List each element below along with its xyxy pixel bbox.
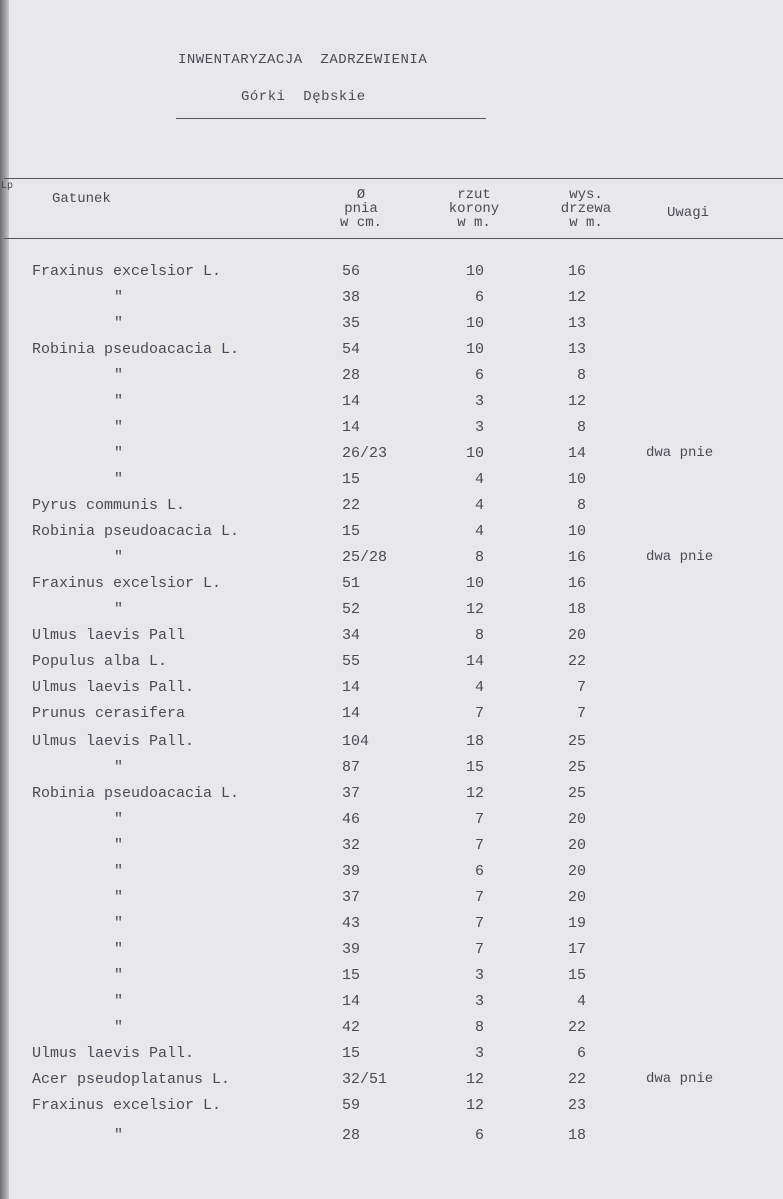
species-cell: " xyxy=(114,289,124,306)
trunk-diameter-cell: 38 xyxy=(342,289,361,306)
tree-height-cell: 22 xyxy=(567,1019,586,1036)
crown-projection-cell: 4 xyxy=(474,471,484,488)
tree-height-cell: 16 xyxy=(567,549,586,566)
tree-height-cell: 23 xyxy=(567,1097,586,1114)
species-cell: Populus alba L. xyxy=(32,653,168,670)
remarks-cell: dwa pnie xyxy=(646,445,714,461)
table-row xyxy=(0,785,783,811)
crown-projection-cell: 10 xyxy=(465,263,484,280)
tree-height-cell: 18 xyxy=(567,601,586,618)
tree-height-cell: 13 xyxy=(567,315,586,332)
table-row xyxy=(0,837,783,863)
trunk-diameter-cell: 56 xyxy=(342,263,361,280)
trunk-diameter-cell: 14 xyxy=(342,419,361,436)
header-pnia: Ø pnia w cm. xyxy=(339,187,382,231)
crown-projection-cell: 8 xyxy=(474,1019,484,1036)
tree-height-cell: 20 xyxy=(567,863,586,880)
header-wys-drzewa: wys. drzewa w m. xyxy=(560,187,612,231)
species-cell: " xyxy=(114,601,124,618)
species-cell: " xyxy=(114,759,124,776)
table-row xyxy=(0,1071,783,1097)
species-cell: Ulmus laevis Pall. xyxy=(32,679,195,696)
crown-projection-cell: 18 xyxy=(465,733,484,750)
species-cell: " xyxy=(114,837,124,854)
table-row xyxy=(0,367,783,393)
trunk-diameter-cell: 25/28 xyxy=(342,549,388,566)
table-row xyxy=(0,941,783,967)
trunk-diameter-cell: 28 xyxy=(342,1127,361,1144)
species-cell: " xyxy=(114,1019,124,1036)
species-cell: " xyxy=(114,889,124,906)
crown-projection-cell: 6 xyxy=(474,289,484,306)
species-cell: Fraxinus excelsior L. xyxy=(32,1097,222,1114)
remarks-cell: dwa pnie xyxy=(646,1071,714,1087)
tree-height-cell: 7 xyxy=(576,679,586,696)
title-underline xyxy=(176,118,486,119)
trunk-diameter-cell: 59 xyxy=(342,1097,361,1114)
crown-projection-cell: 10 xyxy=(465,445,484,462)
trunk-diameter-cell: 55 xyxy=(342,653,361,670)
crown-projection-cell: 14 xyxy=(465,653,484,670)
trunk-diameter-cell: 14 xyxy=(342,393,361,410)
tree-height-cell: 22 xyxy=(567,653,586,670)
crown-projection-cell: 7 xyxy=(474,941,484,958)
species-cell: " xyxy=(114,811,124,828)
trunk-diameter-cell: 14 xyxy=(342,705,361,722)
species-cell: " xyxy=(114,367,124,384)
tree-height-cell: 20 xyxy=(567,889,586,906)
species-cell: Fraxinus excelsior L. xyxy=(32,263,222,280)
crown-projection-cell: 7 xyxy=(474,705,484,722)
trunk-diameter-cell: 15 xyxy=(342,1045,361,1062)
tree-height-cell: 17 xyxy=(567,941,586,958)
trunk-diameter-cell: 46 xyxy=(342,811,361,828)
tree-height-cell: 8 xyxy=(576,367,586,384)
crown-projection-cell: 4 xyxy=(474,523,484,540)
species-cell: " xyxy=(114,967,124,984)
tree-height-cell: 12 xyxy=(567,289,586,306)
species-cell: " xyxy=(114,1127,124,1144)
trunk-diameter-cell: 87 xyxy=(342,759,361,776)
tree-height-cell: 16 xyxy=(567,575,586,592)
table-row xyxy=(0,811,783,837)
crown-projection-cell: 12 xyxy=(465,785,484,802)
header-uwagi: Uwagi xyxy=(667,205,710,221)
trunk-diameter-cell: 37 xyxy=(342,785,361,802)
tree-height-cell: 25 xyxy=(567,785,586,802)
tree-height-cell: 8 xyxy=(576,497,586,514)
tree-height-cell: 7 xyxy=(576,705,586,722)
table-row xyxy=(0,863,783,889)
tree-height-cell: 18 xyxy=(567,1127,586,1144)
table-row xyxy=(0,263,783,289)
crown-projection-cell: 12 xyxy=(465,1097,484,1114)
trunk-diameter-cell: 39 xyxy=(342,863,361,880)
tree-height-cell: 20 xyxy=(567,837,586,854)
tree-height-cell: 15 xyxy=(567,967,586,984)
table-row xyxy=(0,471,783,497)
table-row xyxy=(0,733,783,759)
trunk-diameter-cell: 32/51 xyxy=(342,1071,388,1088)
crown-projection-cell: 3 xyxy=(474,393,484,410)
trunk-diameter-cell: 51 xyxy=(342,575,361,592)
crown-projection-cell: 7 xyxy=(474,915,484,932)
tree-height-cell: 20 xyxy=(567,627,586,644)
crown-projection-cell: 6 xyxy=(474,1127,484,1144)
trunk-diameter-cell: 43 xyxy=(342,915,361,932)
trunk-diameter-cell: 22 xyxy=(342,497,361,514)
crown-projection-cell: 4 xyxy=(474,679,484,696)
trunk-diameter-cell: 26/23 xyxy=(342,445,388,462)
crown-projection-cell: 3 xyxy=(474,419,484,436)
tree-height-cell: 25 xyxy=(567,759,586,776)
table-row xyxy=(0,315,783,341)
table-row xyxy=(0,759,783,785)
crown-projection-cell: 4 xyxy=(474,497,484,514)
table-row xyxy=(0,445,783,471)
tree-height-cell: 10 xyxy=(567,471,586,488)
header-rzut-korony: rzut korony w m. xyxy=(448,187,500,231)
species-cell: Pyrus communis L. xyxy=(32,497,186,514)
crown-projection-cell: 6 xyxy=(474,863,484,880)
trunk-diameter-cell: 15 xyxy=(342,523,361,540)
table-row xyxy=(0,1097,783,1123)
margin-mark: Lp xyxy=(1,181,14,192)
table-row xyxy=(0,1019,783,1045)
species-cell: Robinia pseudoacacia L. xyxy=(32,785,240,802)
tree-height-cell: 6 xyxy=(576,1045,586,1062)
crown-projection-cell: 7 xyxy=(474,889,484,906)
species-cell: Ulmus laevis Pall. xyxy=(32,1045,195,1062)
trunk-diameter-cell: 15 xyxy=(342,471,361,488)
crown-projection-cell: 7 xyxy=(474,837,484,854)
trunk-diameter-cell: 32 xyxy=(342,837,361,854)
table-row xyxy=(0,601,783,627)
species-cell: Ulmus laevis Pall. xyxy=(32,733,195,750)
species-cell: " xyxy=(114,419,124,436)
crown-projection-cell: 3 xyxy=(474,993,484,1010)
trunk-diameter-cell: 14 xyxy=(342,993,361,1010)
tree-height-cell: 25 xyxy=(567,733,586,750)
tree-height-cell: 4 xyxy=(576,993,586,1010)
tree-height-cell: 13 xyxy=(567,341,586,358)
remarks-cell: dwa pnie xyxy=(646,549,714,565)
crown-projection-cell: 12 xyxy=(465,601,484,618)
table-row xyxy=(0,653,783,679)
species-cell: Robinia pseudoacacia L. xyxy=(32,341,240,358)
trunk-diameter-cell: 104 xyxy=(342,733,370,750)
table-row xyxy=(0,341,783,367)
tree-height-cell: 19 xyxy=(567,915,586,932)
species-cell: Acer pseudoplatanus L. xyxy=(32,1071,231,1088)
trunk-diameter-cell: 37 xyxy=(342,889,361,906)
species-cell: Prunus cerasifera xyxy=(32,705,186,722)
table-row xyxy=(0,393,783,419)
tree-height-cell: 8 xyxy=(576,419,586,436)
tree-height-cell: 10 xyxy=(567,523,586,540)
crown-projection-cell: 3 xyxy=(474,1045,484,1062)
trunk-diameter-cell: 54 xyxy=(342,341,361,358)
species-cell: " xyxy=(114,993,124,1010)
species-cell: " xyxy=(114,315,124,332)
trunk-diameter-cell: 28 xyxy=(342,367,361,384)
trunk-diameter-cell: 39 xyxy=(342,941,361,958)
table-row xyxy=(0,1045,783,1071)
crown-projection-cell: 12 xyxy=(465,1071,484,1088)
trunk-diameter-cell: 14 xyxy=(342,679,361,696)
table-row xyxy=(0,993,783,1019)
species-cell: " xyxy=(114,471,124,488)
document-subtitle: Górki Dębskie xyxy=(241,89,366,105)
tree-height-cell: 12 xyxy=(567,393,586,410)
table-row xyxy=(0,705,783,731)
table-row xyxy=(0,627,783,653)
crown-projection-cell: 6 xyxy=(474,367,484,384)
crown-projection-cell: 3 xyxy=(474,967,484,984)
document-title: INWENTARYZACJA ZADRZEWIENIA xyxy=(178,52,428,68)
tree-height-cell: 22 xyxy=(567,1071,586,1088)
table-header-bottom-rule xyxy=(4,238,783,239)
species-cell: " xyxy=(114,915,124,932)
table-row xyxy=(0,523,783,549)
table-row xyxy=(0,967,783,993)
tree-height-cell: 14 xyxy=(567,445,586,462)
table-row xyxy=(0,679,783,705)
table-row xyxy=(0,1127,783,1153)
tree-height-cell: 16 xyxy=(567,263,586,280)
table-row xyxy=(0,915,783,941)
table-row xyxy=(0,549,783,575)
table-row xyxy=(0,575,783,601)
crown-projection-cell: 10 xyxy=(465,315,484,332)
species-cell: Fraxinus excelsior L. xyxy=(32,575,222,592)
species-cell: " xyxy=(114,941,124,958)
species-cell: Ulmus laevis Pall xyxy=(32,627,186,644)
crown-projection-cell: 7 xyxy=(474,811,484,828)
trunk-diameter-cell: 42 xyxy=(342,1019,361,1036)
crown-projection-cell: 8 xyxy=(474,627,484,644)
table-row xyxy=(0,289,783,315)
table-header-top-rule xyxy=(4,178,783,179)
crown-projection-cell: 8 xyxy=(474,549,484,566)
trunk-diameter-cell: 35 xyxy=(342,315,361,332)
table-row xyxy=(0,497,783,523)
tree-height-cell: 20 xyxy=(567,811,586,828)
species-cell: " xyxy=(114,549,124,566)
table-row xyxy=(0,419,783,445)
crown-projection-cell: 15 xyxy=(465,759,484,776)
species-cell: Robinia pseudoacacia L. xyxy=(32,523,240,540)
table-row xyxy=(0,889,783,915)
species-cell: " xyxy=(114,393,124,410)
trunk-diameter-cell: 34 xyxy=(342,627,361,644)
crown-projection-cell: 10 xyxy=(465,341,484,358)
species-cell: " xyxy=(114,445,124,462)
header-gatunek: Gatunek xyxy=(52,191,111,207)
trunk-diameter-cell: 15 xyxy=(342,967,361,984)
species-cell: " xyxy=(114,863,124,880)
crown-projection-cell: 10 xyxy=(465,575,484,592)
trunk-diameter-cell: 52 xyxy=(342,601,361,618)
